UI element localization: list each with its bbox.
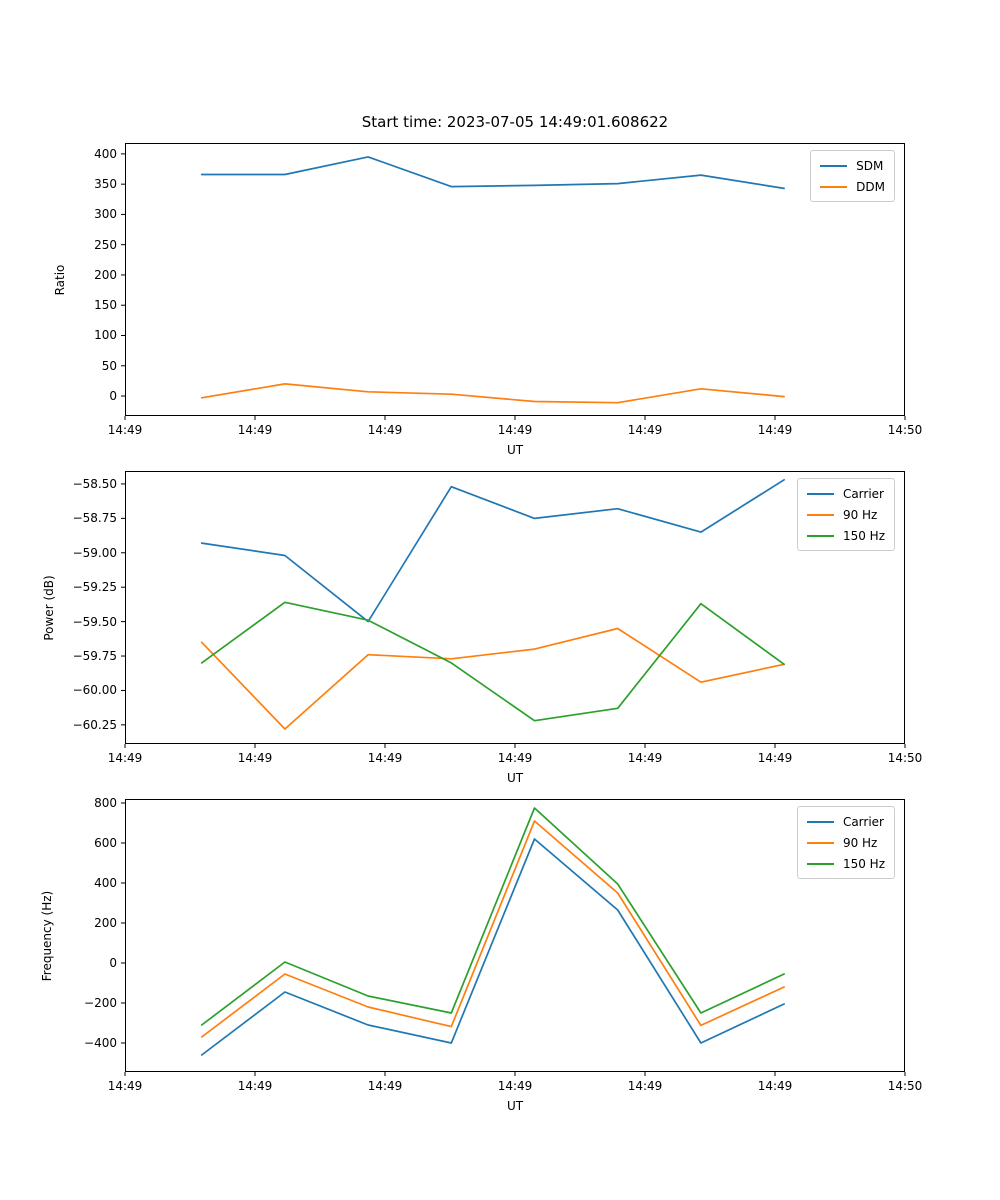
series-line-ddm bbox=[202, 384, 784, 403]
series-line-sdm bbox=[202, 157, 784, 189]
axes-spines bbox=[126, 800, 905, 1072]
legend-label: 150 Hz bbox=[842, 528, 885, 543]
x-tick-label: 14:49 bbox=[367, 423, 403, 437]
y-axis-label-power-db: Power (dB) bbox=[42, 574, 56, 641]
chart-title: Start time: 2023-07-05 14:49:01.608622 bbox=[361, 113, 669, 131]
legend-line-swatch-carrier bbox=[807, 493, 834, 495]
x-tick-label: 14:49 bbox=[237, 751, 273, 765]
y-tick-label: 150 bbox=[94, 298, 117, 313]
legend-entry-150-hz bbox=[807, 853, 885, 874]
x-tick-label: 14:49 bbox=[497, 1079, 533, 1093]
y-tick-label: −59.50 bbox=[72, 614, 117, 629]
legend bbox=[797, 806, 895, 879]
legend-line-swatch-ddm bbox=[820, 186, 847, 188]
axes-power-db bbox=[125, 471, 905, 744]
x-tick-label: 14:49 bbox=[107, 423, 143, 437]
x-tick-label: 14:49 bbox=[627, 423, 663, 437]
x-tick-label: 14:49 bbox=[107, 751, 143, 765]
y-axis-label-frequency-hz: Frequency (Hz) bbox=[40, 890, 54, 981]
x-tick-label: 14:49 bbox=[497, 423, 533, 437]
legend-entry-ddm bbox=[820, 176, 885, 197]
axes-spines bbox=[126, 144, 905, 416]
axes-frequency-hz bbox=[125, 799, 905, 1072]
legend-label: 90 Hz bbox=[842, 507, 878, 522]
axes-ratio bbox=[125, 143, 905, 416]
legend-label: Carrier bbox=[842, 486, 884, 501]
legend-label: DDM bbox=[856, 179, 885, 194]
legend-line-swatch-90-hz bbox=[807, 514, 834, 516]
series-line-90-hz bbox=[202, 629, 784, 730]
x-tick-label: 14:49 bbox=[367, 751, 403, 765]
legend-line-swatch-150-hz bbox=[807, 863, 834, 865]
x-tick-label: 14:49 bbox=[237, 423, 273, 437]
y-tick-label: −59.00 bbox=[72, 545, 117, 560]
y-tick-label: 200 bbox=[94, 916, 117, 930]
legend bbox=[810, 150, 895, 202]
y-tick-label: 100 bbox=[94, 328, 117, 343]
legend-entry-150-hz bbox=[807, 525, 885, 546]
x-tick-label: 14:49 bbox=[107, 1079, 143, 1093]
legend-entry-90-hz bbox=[807, 504, 885, 525]
series-line-90-hz bbox=[202, 821, 784, 1037]
legend-line-swatch-150-hz bbox=[807, 535, 834, 537]
plot-area-power-db bbox=[125, 471, 905, 744]
y-tick-label: −60.00 bbox=[72, 683, 117, 698]
x-tick-label: 14:49 bbox=[497, 751, 533, 765]
series-line-carrier bbox=[202, 839, 784, 1055]
y-tick-label: −59.25 bbox=[72, 580, 117, 595]
legend-line-swatch-90-hz bbox=[807, 842, 834, 844]
x-tick-label: 14:49 bbox=[627, 1079, 663, 1093]
x-tick-label: 14:50 bbox=[887, 423, 923, 437]
x-tick-label: 14:49 bbox=[757, 751, 793, 765]
y-tick-label: 50 bbox=[101, 358, 117, 373]
legend-label: Carrier bbox=[842, 814, 884, 829]
y-tick-label: −58.75 bbox=[72, 511, 117, 526]
y-axis-label-ratio: Ratio bbox=[53, 264, 67, 295]
x-tick-label: 14:49 bbox=[237, 1079, 273, 1093]
y-tick-label: 0 bbox=[109, 389, 117, 404]
plot-area-ratio bbox=[125, 143, 905, 416]
y-tick-label: −59.75 bbox=[72, 649, 117, 664]
y-tick-label: 300 bbox=[94, 207, 117, 222]
legend-label: 90 Hz bbox=[842, 835, 878, 850]
legend-entry-90-hz bbox=[807, 832, 885, 853]
series-line-150-hz bbox=[202, 602, 784, 720]
x-tick-label: 14:50 bbox=[887, 751, 923, 765]
x-axis-label: UT bbox=[506, 1099, 524, 1113]
legend bbox=[797, 478, 895, 551]
legend-label: SDM bbox=[856, 158, 884, 173]
x-tick-label: 14:49 bbox=[757, 423, 793, 437]
x-axis-label: UT bbox=[506, 443, 524, 457]
y-tick-label: 250 bbox=[94, 237, 117, 252]
y-tick-label: 400 bbox=[94, 876, 117, 890]
y-tick-label: −200 bbox=[84, 996, 117, 1010]
y-tick-label: 0 bbox=[109, 956, 117, 970]
y-tick-label: 350 bbox=[94, 177, 117, 192]
y-tick-label: −58.50 bbox=[72, 476, 117, 491]
y-tick-label: −60.25 bbox=[72, 717, 117, 732]
y-tick-label: 400 bbox=[94, 146, 117, 161]
plot-area-frequency-hz bbox=[125, 799, 905, 1072]
x-tick-label: 14:49 bbox=[367, 1079, 403, 1093]
axes-spines bbox=[126, 472, 905, 744]
y-tick-label: 800 bbox=[94, 796, 117, 810]
legend-entry-carrier bbox=[807, 811, 885, 832]
legend-line-swatch-carrier bbox=[807, 821, 834, 823]
x-tick-label: 14:49 bbox=[627, 751, 663, 765]
y-tick-label: −400 bbox=[84, 1036, 117, 1050]
legend-line-swatch-sdm bbox=[820, 165, 847, 167]
x-tick-label: 14:49 bbox=[757, 1079, 793, 1093]
x-axis-label: UT bbox=[506, 771, 524, 785]
legend-entry-sdm bbox=[820, 155, 885, 176]
y-tick-label: 600 bbox=[94, 836, 117, 850]
legend-label: 150 Hz bbox=[842, 856, 885, 871]
series-line-150-hz bbox=[202, 808, 784, 1025]
y-tick-label: 200 bbox=[94, 267, 117, 282]
x-tick-label: 14:50 bbox=[887, 1079, 923, 1093]
legend-entry-carrier bbox=[807, 483, 885, 504]
series-line-carrier bbox=[202, 480, 784, 622]
